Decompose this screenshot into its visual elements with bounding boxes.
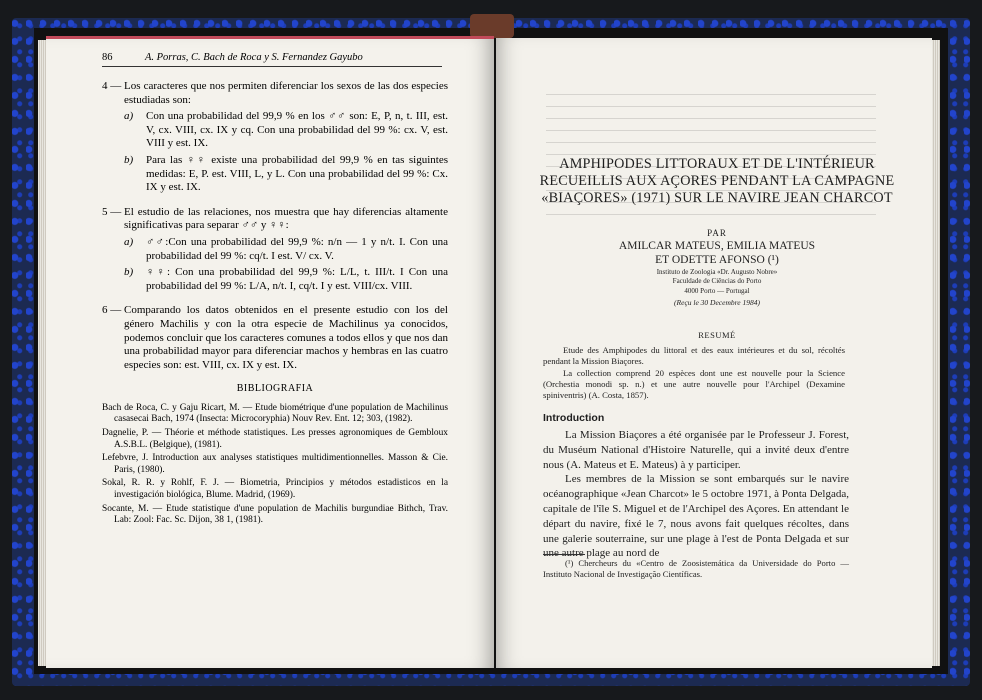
conclusion-5a: a) ♂♂:Con una probabilidad del 99,9 %: n/n — 1 y n/t. I. Con una probabilidad del 99 %: cq/t. I est. V/ cx. V. (124, 235, 448, 262)
by-line: PAR (707, 228, 727, 238)
introduction-heading: Introduction (543, 412, 605, 424)
conclusion-5b: b) ♀♀: Con una probabilidad del 99,9 %: L/L, t. III/t. I Con una probabilidad del 99 %: L/A, n/t. I, cq/t. I y est. VIII/cx. VIII. (124, 266, 448, 292)
article-title: AMPHIPODES LITTORAUX ET DE L'INTÉRIEUR RECUEILLIS AUX AÇORES PENDANT LA CAMPAGNE «BIAÇORES» (1971) SUR LE NAVIRE JEAN CHARCOT (539, 156, 895, 206)
right-page (496, 38, 932, 668)
bibliography-entry: Socante, M. — Etude statistique d'une population de Machilis burgundiae Bithch, Trav. Lab: Zool: Fac. Sc. Dijon, 38 1, (1981). (102, 503, 448, 526)
left-page-body (102, 76, 448, 529)
conclusion-4a: a) Con una probabilidad del 99,9 % en los ♂♂ son: E, P, n, t. III, est. V, cx. VIII, cx. IX y cq. Con una probabilidad del 99 %: cx. V, est. VIII y est. IX. (124, 110, 448, 150)
bibliography-heading: BIBLIOGRAFIA (236, 383, 314, 395)
conclusion-4b: b) Para las ♀♀ existe una probabilidad del 99,9 % en tas siguintes medidas: E, P. est. VIII, L, y L. Con una probabilidad del 99 %: Cx. IX y est. IX. (124, 153, 448, 194)
conclusion-4: 4 — Los caracteres que nos permiten diferenciar los sexos de las dos especies estudiadas son: (102, 80, 448, 106)
institution: Instituto de Zoologia «Dr. Augusto Nobre» Faculdade de Ciências do Porto 4000 Porto — Portugal (656, 268, 778, 295)
footnote-rule (543, 554, 585, 555)
running-header (102, 52, 442, 67)
received-date: (Reçu le 30 Decembre 1984) (674, 298, 760, 307)
running-head: A. Porras, C. Bach de Roca y S. Fernandez Gayubo (144, 52, 363, 63)
conclusion-6: 6 — Comparando los datos obtenidos en el presente estudio con los del género Machilis y con la otra especie de Machilinus ya conocidos, podemos concluir que los caracteres comunes a todos ellos y que nos dan una probabilidad mayor para diferenciar machos y hembras en las cuatro especies son: est. VIII, cx. IX y est. IX. (102, 304, 448, 371)
book-spine (470, 14, 514, 38)
resume-heading: RESUMÉ (698, 330, 736, 340)
bibliography-entry: Sokal, R. R. y Rohlf, F. J. — Biometria, Principios y métodos estadisticos en la investigación biológica, Blume. Madrid, (1969). (102, 478, 448, 501)
page-number: 86 (102, 52, 113, 63)
footnote: (¹) Chercheurs du «Centro de Zoosistemática da Universidade do Porto — Instituto Nacional de Investigação Científicas. (543, 558, 849, 579)
bibliography-entry: Lefebvre, J. Introduction aux analyses statistiques multidimentionnelles. Masson & Cie. Paris, (1980). (102, 453, 448, 475)
conclusion-5: 5 — El estudio de las relaciones, nos muestra que hay diferencias altamente significativas para separar ♂♂ y ♀♀: (102, 205, 448, 232)
resume-body: Etude des Amphipodes du littoral et des eaux intérieures et du sol, récoltés pendant la Mission Biaçores. La collection comprend 20 espèces dont une est nouvelle pour la Science (Orchestia monodi sp. n.) et une autre nouvelle pour l'Archipel (Dexamine spiniventris) (A. Costa, 1857). (543, 345, 845, 401)
page-edge-red (46, 36, 494, 39)
article-authors: AMILCAR MATEUS, EMILIA MATEUS ET ODETTE AFONSO (¹) (618, 240, 816, 266)
bibliography-entry: Dagnelie, P. — Théorie et méthode statistiques. Les presses agronomiques de Gembloux A.S.B.L. (Belgique), (1981). (102, 428, 448, 450)
bibliography-entry: Bach de Roca, C. y Gaju Ricart, M. — Etude biométrique d'une population de Machilinus casasecai Bach, 1974 (Insecta: Microcoryphia) Nouv Rev. Ent. 12; 303, (1982). (102, 402, 448, 425)
introduction-body: La Mission Biaçores a été organisée par le Professeur J. Forest, du Muséum National d'Histoire Naturelle, qui a invité deux d'entre nous (A. Mateus et E. Mateus) à y participer. Les membres de la Mission se sont embarqués sur le navire océanographique «Jean Charcot» le 5 octobre 1971, à Ponta Delgada, capitale de l'île S. Miguel et de l'Archipel des Açores. En attendant le départ du navire, fixé le 7, nous avons fait quelques récoltes, dans une galerie souterraine, sur une plage à l'est de Ponta Delgada et sur une autre plage au nord de (543, 429, 849, 560)
